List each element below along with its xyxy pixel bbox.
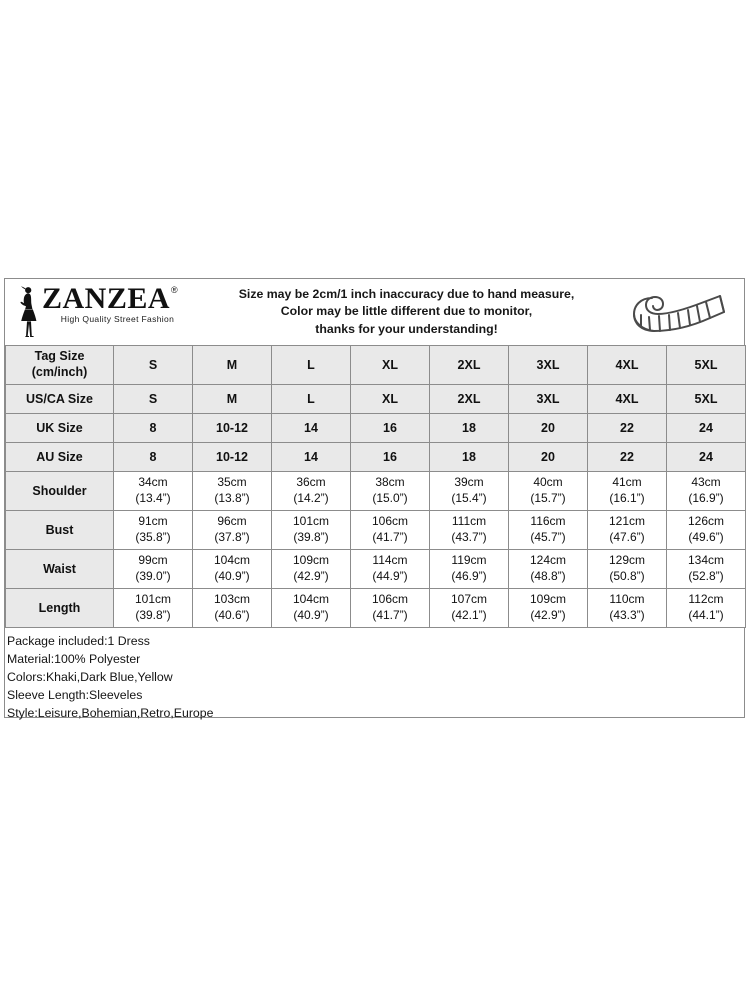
table-row-waist xyxy=(6,550,746,589)
cell-us-ca-s: S xyxy=(114,385,193,414)
cell-bust-s xyxy=(114,511,193,550)
brand-logo xyxy=(15,283,193,342)
value-cm: 104cm xyxy=(292,592,330,607)
value-cm: 114cm xyxy=(372,553,408,568)
table-row-length xyxy=(6,589,746,628)
cell-shoulder-xl xyxy=(351,472,430,511)
value-inch: (45.7”) xyxy=(530,530,566,544)
table-row-au-size xyxy=(6,443,746,472)
cell-au-s: 8 xyxy=(114,443,193,472)
woman-silhouette-icon xyxy=(15,285,41,342)
row-label-us-ca-size: US/CA Size xyxy=(6,385,114,414)
value-cm: 40cm xyxy=(533,475,563,490)
cell-shoulder-l xyxy=(272,472,351,511)
cell-us-ca-4xl: 4XL xyxy=(588,385,667,414)
value-inch: (44.1”) xyxy=(688,608,724,622)
cell-uk-l: 14 xyxy=(272,414,351,443)
value-cm: 112cm xyxy=(688,592,724,607)
notice-line-3: thanks for your understanding! xyxy=(315,321,498,336)
cell-bust-4xl xyxy=(588,511,667,550)
cell-uk-xl: 16 xyxy=(351,414,430,443)
value-inch: (40.9”) xyxy=(293,608,329,622)
value-inch: (39.0”) xyxy=(135,569,171,583)
value-cm: 129cm xyxy=(608,553,646,568)
detail-style: Style:Leisure,Bohemian,Retro,Europe xyxy=(7,706,214,721)
cell-waist-m xyxy=(193,550,272,589)
value-cm: 116cm xyxy=(530,514,566,529)
cell-bust-m xyxy=(193,511,272,550)
cell-length-3xl xyxy=(509,589,588,628)
value-cm: 91cm xyxy=(138,514,168,529)
table-row-tag-size xyxy=(6,346,746,385)
value-cm: 110cm xyxy=(609,592,645,607)
value-cm: 106cm xyxy=(371,514,409,529)
size-table-body xyxy=(6,346,746,628)
cell-tag-size-5xl: 5XL xyxy=(667,346,746,385)
cell-shoulder-4xl xyxy=(588,472,667,511)
value-inch: (39.8”) xyxy=(293,530,329,544)
value-cm: 43cm xyxy=(691,475,721,490)
cell-au-4xl: 22 xyxy=(588,443,667,472)
cell-uk-4xl: 22 xyxy=(588,414,667,443)
value-inch: (16.9”) xyxy=(688,491,724,505)
cell-us-ca-5xl: 5XL xyxy=(667,385,746,414)
value-inch: (46.9”) xyxy=(451,569,487,583)
cell-tag-size-4xl: 4XL xyxy=(588,346,667,385)
cell-waist-xl xyxy=(351,550,430,589)
value-inch: (15.7”) xyxy=(530,491,566,505)
value-inch: (40.6”) xyxy=(214,608,250,622)
cell-waist-4xl xyxy=(588,550,667,589)
cell-us-ca-m: M xyxy=(193,385,272,414)
detail-package-included: Package included:1 Dress xyxy=(7,634,150,648)
measuring-tape-icon xyxy=(620,284,740,340)
cell-us-ca-2xl: 2XL xyxy=(430,385,509,414)
row-label-waist: Waist xyxy=(6,550,114,589)
value-inch: (41.7”) xyxy=(372,608,408,622)
notice-line-1: Size may be 2cm/1 inch inaccuracy due to hand measure, xyxy=(238,286,575,301)
brand-tagline: High Quality Street Fashion xyxy=(60,314,175,324)
cell-tag-size-s: S xyxy=(114,346,193,385)
cell-au-l: 14 xyxy=(272,443,351,472)
value-inch: (40.9”) xyxy=(214,569,250,583)
value-cm: 107cm xyxy=(450,592,488,607)
value-inch: (14.2”) xyxy=(293,491,329,505)
cell-length-4xl xyxy=(588,589,667,628)
row-label-line-1: Tag Size xyxy=(34,349,85,364)
value-inch: (39.8”) xyxy=(135,608,171,622)
value-cm: 126cm xyxy=(687,514,725,529)
row-label-tag-size xyxy=(6,346,114,385)
value-inch: (49.6”) xyxy=(688,530,724,544)
row-label-uk-size: UK Size xyxy=(6,414,114,443)
cell-tag-size-3xl: 3XL xyxy=(509,346,588,385)
value-cm: 41cm xyxy=(612,475,642,490)
value-cm: 103cm xyxy=(213,592,251,607)
row-label-length: Length xyxy=(6,589,114,628)
cell-waist-2xl xyxy=(430,550,509,589)
cell-tag-size-2xl: 2XL xyxy=(430,346,509,385)
value-cm: 35cm xyxy=(217,475,247,490)
cell-tag-size-xl: XL xyxy=(351,346,430,385)
value-inch: (37.8”) xyxy=(214,530,250,544)
detail-colors: Colors:Khaki,Dark Blue,Yellow xyxy=(7,670,173,685)
notice-line-2: Color may be little different due to monitor, xyxy=(280,304,533,319)
table-row-shoulder xyxy=(6,472,746,511)
cell-shoulder-3xl xyxy=(509,472,588,511)
value-inch: (15.4”) xyxy=(451,491,487,505)
value-inch: (16.1”) xyxy=(609,491,645,505)
value-cm: 36cm xyxy=(296,475,326,490)
size-chart-table xyxy=(5,345,746,628)
value-cm: 121cm xyxy=(608,514,646,529)
cell-waist-5xl xyxy=(667,550,746,589)
value-inch: (43.7”) xyxy=(451,530,487,544)
cell-au-3xl: 20 xyxy=(509,443,588,472)
value-cm: 109cm xyxy=(292,553,330,568)
cell-waist-l xyxy=(272,550,351,589)
cell-waist-s xyxy=(114,550,193,589)
cell-length-xl xyxy=(351,589,430,628)
cell-uk-s: 8 xyxy=(114,414,193,443)
cell-length-s xyxy=(114,589,193,628)
value-cm: 38cm xyxy=(375,475,405,490)
cell-length-m xyxy=(193,589,272,628)
value-inch: (50.8”) xyxy=(609,569,645,583)
value-inch: (13.8”) xyxy=(214,491,250,505)
row-label-line-2: (cm/inch) xyxy=(31,365,88,379)
value-cm: 109cm xyxy=(529,592,567,607)
table-row-us-ca-size xyxy=(6,385,746,414)
cell-uk-2xl: 18 xyxy=(430,414,509,443)
value-cm: 106cm xyxy=(371,592,409,607)
cell-length-5xl xyxy=(667,589,746,628)
cell-us-ca-l: L xyxy=(272,385,351,414)
cell-shoulder-5xl xyxy=(667,472,746,511)
cell-au-2xl: 18 xyxy=(430,443,509,472)
cell-bust-3xl xyxy=(509,511,588,550)
brand-name: ZANZEA xyxy=(42,281,171,315)
row-label-shoulder: Shoulder xyxy=(6,472,114,511)
size-chart-frame xyxy=(4,278,745,721)
value-inch: (44.9”) xyxy=(372,569,408,583)
cell-us-ca-xl: XL xyxy=(351,385,430,414)
value-inch: (43.3”) xyxy=(609,608,645,622)
value-inch: (35.8”) xyxy=(135,530,171,544)
cell-length-2xl xyxy=(430,589,509,628)
cell-length-l xyxy=(272,589,351,628)
cell-au-m: 10-12 xyxy=(193,443,272,472)
cell-uk-3xl: 20 xyxy=(509,414,588,443)
value-cm: 96cm xyxy=(217,514,247,529)
value-cm: 101cm xyxy=(292,514,330,529)
value-cm: 99cm xyxy=(138,553,168,568)
cell-bust-5xl xyxy=(667,511,746,550)
value-cm: 134cm xyxy=(687,553,725,568)
value-cm: 124cm xyxy=(529,553,567,568)
value-cm: 119cm xyxy=(451,553,487,568)
value-inch: (15.0”) xyxy=(372,491,408,505)
table-row-uk-size xyxy=(6,414,746,443)
cell-shoulder-s xyxy=(114,472,193,511)
cell-shoulder-2xl xyxy=(430,472,509,511)
cell-tag-size-m: M xyxy=(193,346,272,385)
value-cm: 104cm xyxy=(213,553,251,568)
measurement-notice xyxy=(193,286,620,338)
value-inch: (42.1”) xyxy=(451,608,487,622)
value-inch: (42.9”) xyxy=(293,569,329,583)
cell-shoulder-m xyxy=(193,472,272,511)
product-details xyxy=(5,628,744,722)
cell-us-ca-3xl: 3XL xyxy=(509,385,588,414)
chart-header xyxy=(5,279,744,345)
registered-trademark-icon: ® xyxy=(171,284,178,295)
value-inch: (48.8”) xyxy=(530,569,566,583)
value-inch: (42.9”) xyxy=(530,608,566,622)
value-cm: 111cm xyxy=(451,514,487,529)
row-label-bust: Bust xyxy=(6,511,114,550)
cell-bust-l xyxy=(272,511,351,550)
value-inch: (41.7”) xyxy=(372,530,408,544)
cell-au-5xl: 24 xyxy=(667,443,746,472)
cell-bust-xl xyxy=(351,511,430,550)
value-cm: 39cm xyxy=(454,475,484,490)
value-cm: 101cm xyxy=(134,592,172,607)
cell-au-xl: 16 xyxy=(351,443,430,472)
detail-sleeve-length: Sleeve Length:Sleeveles xyxy=(7,688,143,703)
value-inch: (47.6”) xyxy=(609,530,645,544)
row-label-au-size: AU Size xyxy=(6,443,114,472)
cell-bust-2xl xyxy=(430,511,509,550)
value-inch: (52.8”) xyxy=(688,569,724,583)
value-inch: (13.4”) xyxy=(135,491,171,505)
cell-uk-5xl: 24 xyxy=(667,414,746,443)
cell-uk-m: 10-12 xyxy=(193,414,272,443)
table-row-bust xyxy=(6,511,746,550)
cell-tag-size-l: L xyxy=(272,346,351,385)
value-cm: 34cm xyxy=(138,475,168,490)
detail-material: Material:100% Polyester xyxy=(7,652,141,667)
cell-waist-3xl xyxy=(509,550,588,589)
